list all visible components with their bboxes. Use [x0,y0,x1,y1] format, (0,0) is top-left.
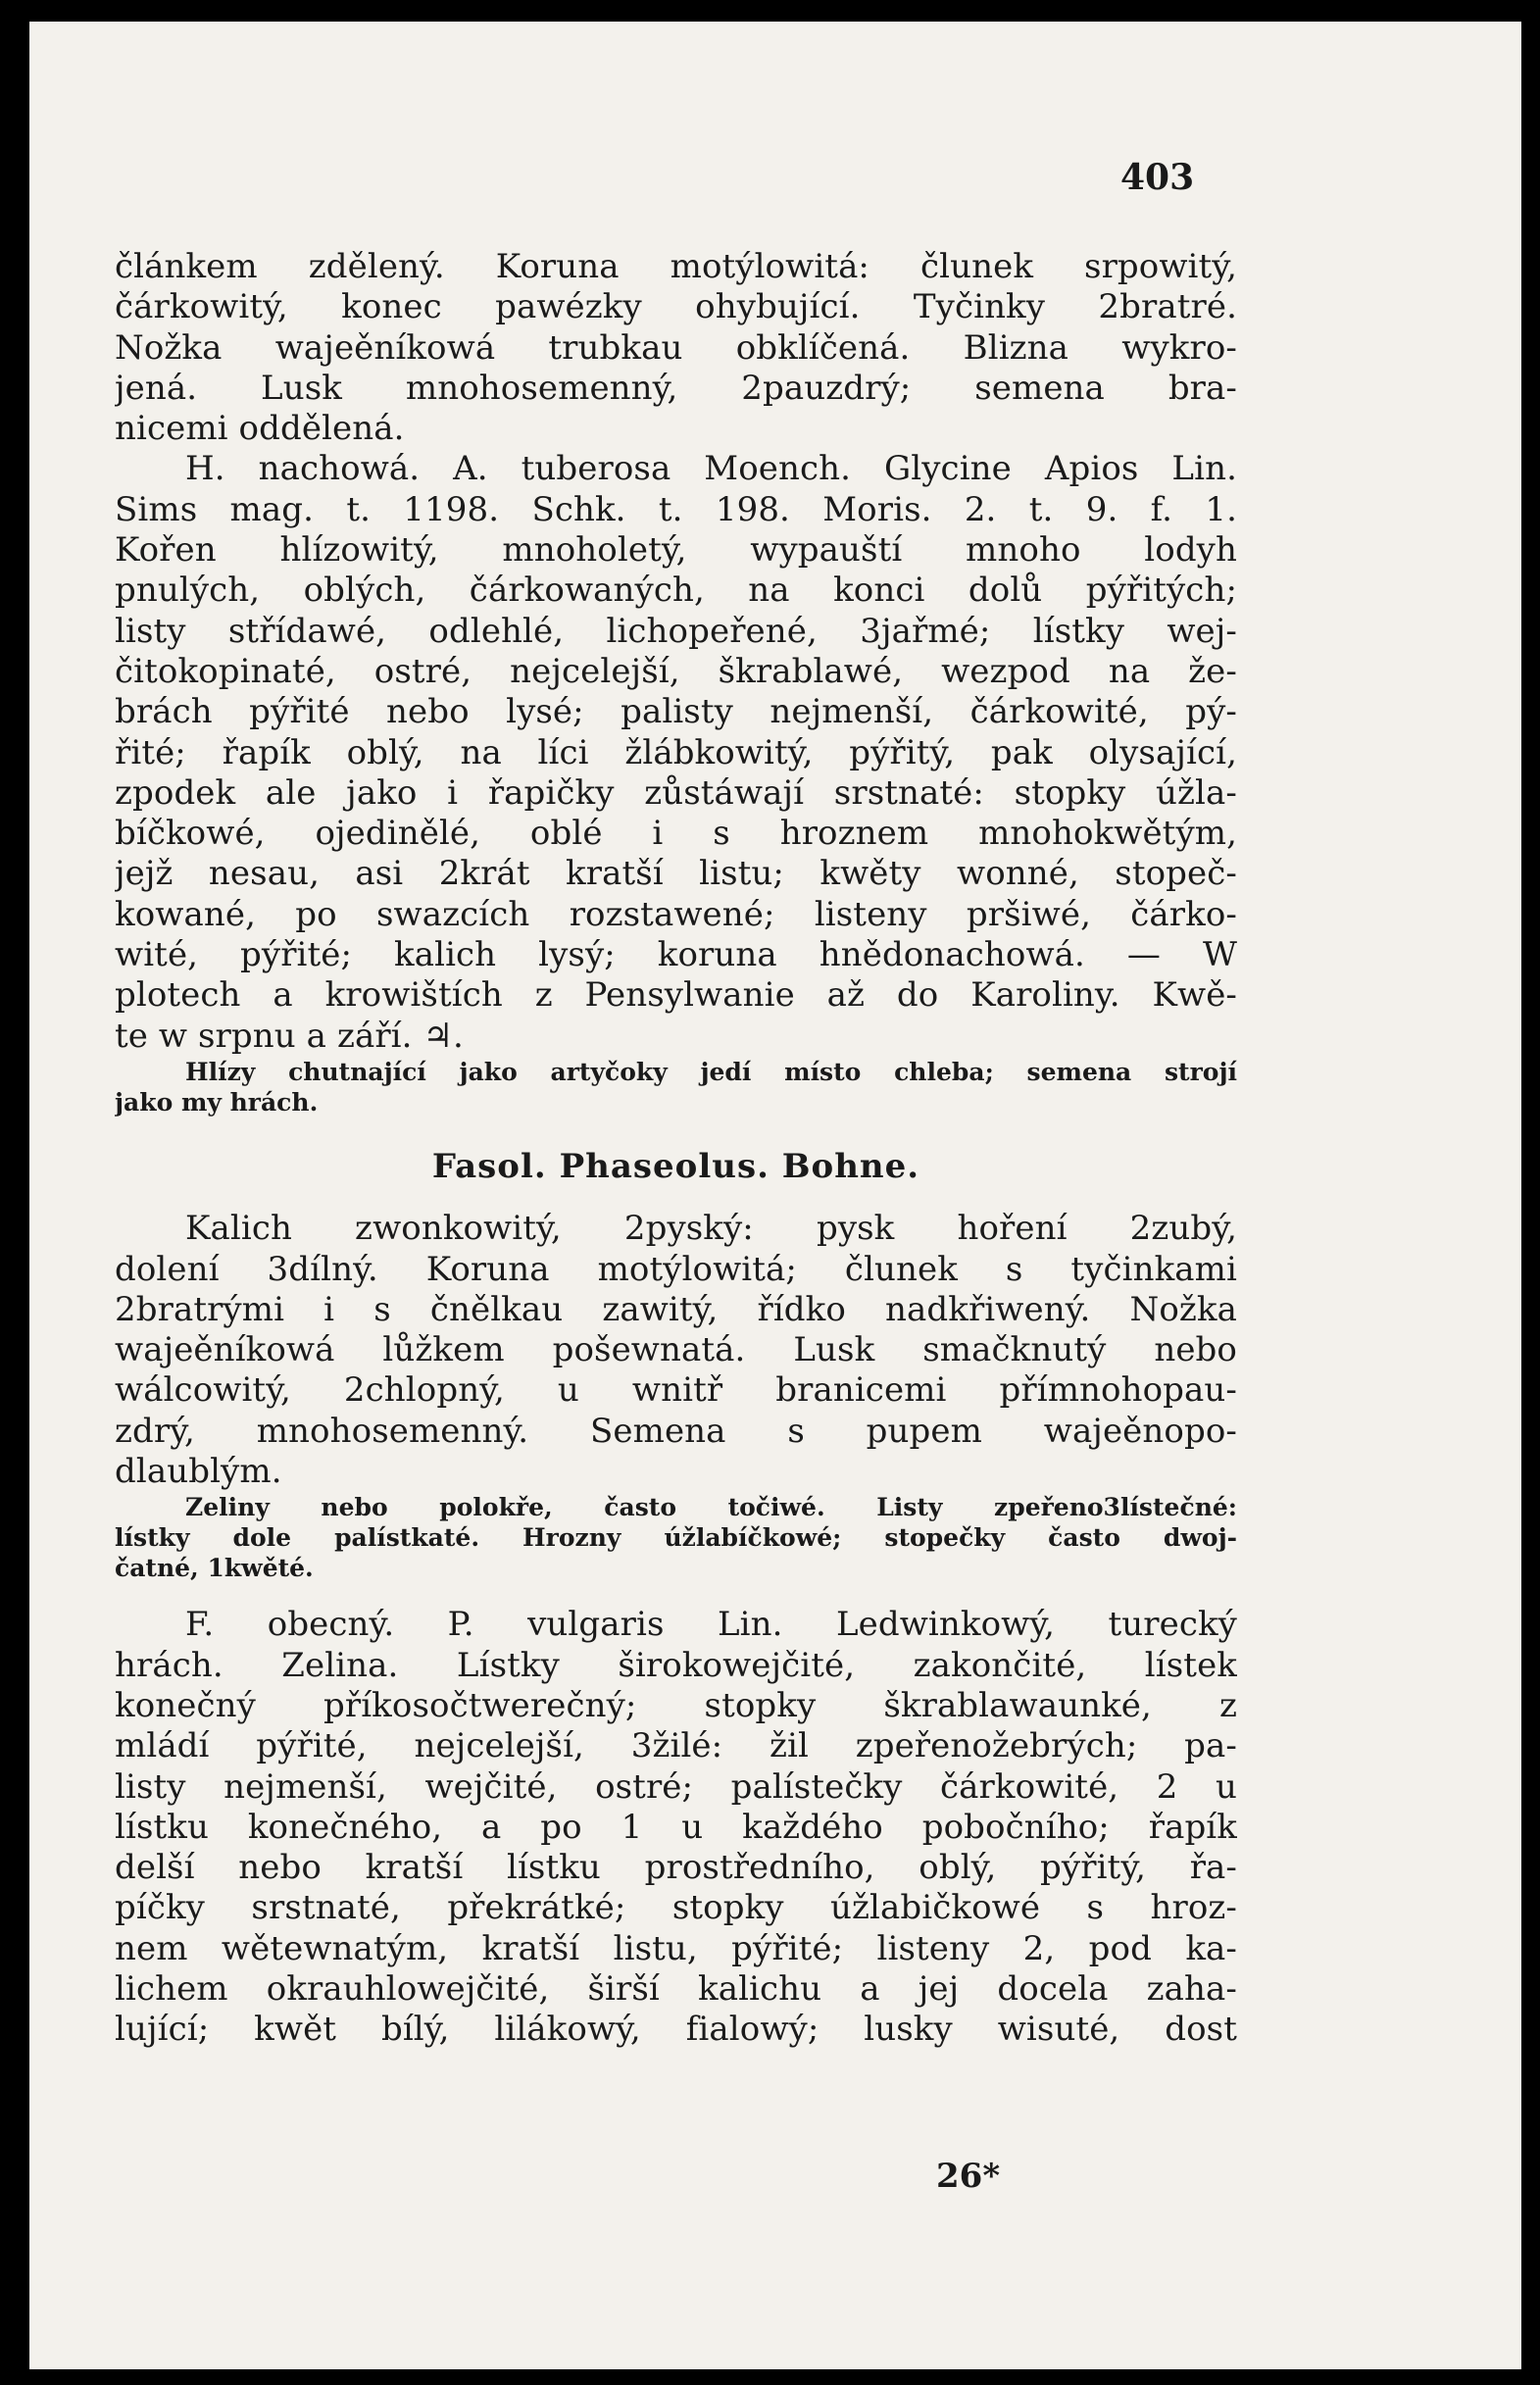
text-line: Sims mag. t. 1198. Schk. t. 198. Moris. 2. t. 9. f. 1. [115,489,1237,529]
text-line: 2bratrými i s čnělkau zawitý, řídko nadkřiwený. Nožka [115,1289,1237,1329]
text-line: zdrý, mnohosemenný. Semena s pupem wajeěnopo- [115,1411,1237,1451]
text-line: nicemi oddělená. [115,409,405,449]
text-line: dlaublým. [115,1452,282,1492]
paragraph-2 [115,449,1237,1056]
text-line: lichem okrauhlowejčité, širší kalichu a jej docela zaha- [115,1968,1237,2009]
text-line: čitokopinaté, ostré, nejcelejší, škrablawé, wezpod na že- [115,651,1237,691]
text-line: píčky srstnaté, překrátké; stopky úžlabičkowé s hroz- [115,1888,1237,1928]
section-heading: Fasol. Phaseolus. Bohne. [431,1146,920,1186]
text-line: wité, pýřité; kalich lysý; koruna hnědonachowá. — W [115,935,1237,975]
paragraph-3 [115,1209,1237,1492]
note-line: lístky dole palístkaté. Hrozny úžlabíčkowé; stopečky často dwoj- [115,1523,1237,1553]
text-line: hrách. Zelina. Lístky širokowejčité, zakončité, lístek [115,1645,1237,1685]
text-line: kowané, po swazcích rozstawené; listeny pršiwé, čárko- [115,894,1237,934]
text-line: lístku konečného, a po 1 u každého pobočního; řapík [115,1807,1237,1847]
text-line: listy střídawé, odlehlé, lichopeřené, 3jařmé; lístky wej- [115,611,1237,651]
paragraph-1 [115,247,1237,449]
text-line: wálcowitý, 2chlopný, u wnitř branicemi přímnohopau- [115,1370,1237,1411]
note-line: Zeliny nebo polokře, často točiwé. Listy zpeřeno3lístečné: [185,1493,1237,1522]
text-line: pnulých, oblých, čárkowaných, na konci dolů pýřitých; [115,571,1237,611]
note-1 [115,1057,1237,1118]
text-line: řité; řapík oblý, na líci žlábkowitý, pýřitý, pak olysající, [115,732,1237,772]
text-line: jená. Lusk mnohosemenný, 2pauzdrý; semena bra- [115,368,1237,408]
text-line: konečný příkosočtwerečný; stopky škrablawaunké, z [115,1685,1237,1725]
text-line: Kořen hlízowitý, mnoholetý, wypauští mnoho lodyh [115,530,1237,571]
text-line: bíčkowé, ojedinělé, oblé i s hroznem mnohokwětým, [115,814,1237,854]
paragraph-4 [115,1605,1237,2050]
text-line: čárkowitý, konec pawézky ohybující. Tyčinky 2bratré. [115,287,1237,327]
signature-mark: 26* [936,2157,1001,2196]
text-line: jejž nesau, asi 2krát kratší listu; kwěty wonné, stopeč- [115,854,1237,894]
text-line: wajeěníkowá lůžkem pošewnatá. Lusk smačknutý nebo [115,1330,1237,1370]
text-line: listy nejmenší, wejčité, ostré; palístečky čárkowité, 2 u [115,1766,1237,1807]
species-title-line: F. obecný. P. vulgaris Lin. Ledwinkowý, turecký [185,1605,1237,1645]
note-line: Hlízy chutnající jako artyčoky jedí místo chleba; semena strojí [185,1057,1237,1086]
text-line: lující; kwět bílý, lilákowý, fialowý; lusky wisuté, dost [115,2010,1237,2050]
text-line: Kalich zwonkowitý, 2pyský: pysk hoření 2zubý, [185,1209,1237,1249]
text-line: brách pýřité nebo lysé; palisty nejmenší, čárkowité, pý- [115,692,1237,732]
note-2 [115,1492,1237,1583]
text-line: mládí pýřité, nejcelejší, 3žilé: žil zpeřenožebrých; pa- [115,1726,1237,1766]
text-line: článkem zdělený. Koruna motýlowitá: člunek srpowitý, [115,247,1237,286]
text-line: delší nebo kratší lístku prostředního, oblý, pýřitý, řa- [115,1848,1237,1888]
text-line: te w srpnu a září. ♃. [115,1016,464,1056]
text-block [115,247,1237,2051]
note-line: jako my hrách. [115,1087,319,1117]
text-line: nem wětewnatým, kratší listu, pýřité; listeny 2, pod ka- [115,1928,1237,1968]
text-line: dolení 3dílný. Koruna motýlowitá; člunek s tyčinkami [115,1249,1237,1289]
page [29,22,1521,2369]
text-line: zpodek ale jako i řapičky zůstáwají srstnaté: stopky úžla- [115,772,1237,813]
text-line: Nožka wajeěníkowá trubkau obklíčená. Blizna wykro- [115,327,1237,368]
note-line: čatné, 1kwěté. [115,1554,314,1583]
text-line: plotech a krowištích z Pensylwanie až do Karoliny. Kwě- [115,975,1237,1016]
species-title-line: H. nachowá. A. tuberosa Moench. Glycine Apios Lin. [185,449,1237,489]
page-number: 403 [1120,157,1195,198]
